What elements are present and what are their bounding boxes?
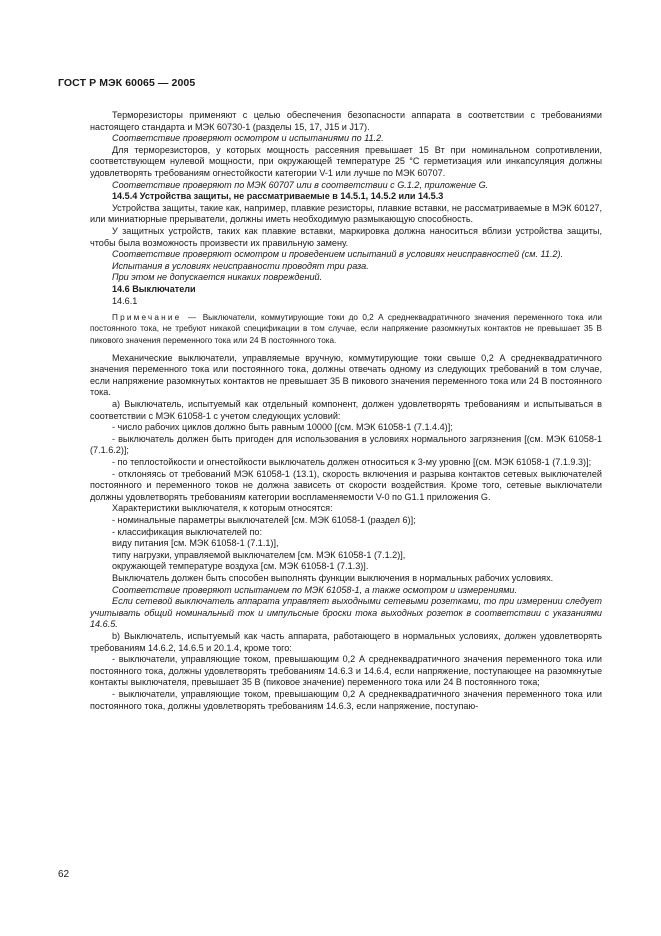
paragraph: Устройства защиты, такие как, например, плавкие резисторы, плавкие вставки, не рассматриваемые в МЭК 60127, или миниатюрные прерыватели, должны иметь необходимую размыкающую способность. (90, 202, 602, 225)
paragraph: У защитных устройств, таких как плавкие вставки, маркировка должна наноситься вблизи устройства защиты, чтобы была возможность произвести их правильную замену. (90, 225, 602, 248)
note-text: Выключатели, коммутирующие токи до 0,2 А среднеквадратичного значения переменного тока или постоянного тока, не требуют никакой спецификации в том случае, если напряжение разомкнутых контактов не превышает 35 В пикового значения переменного тока или 24 В постоянного тока. (90, 313, 602, 345)
compliance-paragraph: Испытания в условиях неисправности проводят три раза. (112, 260, 369, 271)
sub-list-item: окружающей температуре воздуха [см. МЭК 61058-1 (7.1.3)]. (112, 561, 369, 572)
subsection-number: 14.6.1 (112, 295, 138, 306)
list-item: - выключатели, управляющие током, превышающим 0,2 А среднеквадратичного значения переменного тока или постоянного тока, должны удовлетворять требованиям 14.6.3 и 14.6.4, если напряжение, поступающее на разомкнутые контакты выключателя, превышает 35 В (пиковое значение) переменного тока или 24 В постоянного тока; (90, 654, 602, 688)
list-item: - по теплостойкости и огнестойкости выключатель должен относиться к 3-му уровню [(см. МЭК 61058-1 (7.1.9.3)]; (112, 457, 592, 468)
paragraph: Терморезисторы применяют с целью обеспечения безопасности аппарата в соответствии с требованиями настоящего стандарта и МЭК 60730-1 (разделы 15, 17, J15 и J17). (90, 110, 602, 132)
section-heading: 14.5.4 Устройства защиты, не рассматриваемые в 14.5.1, 14.5.2 или 14.5.3 (112, 191, 444, 202)
section-heading: 14.6 Выключатели (112, 283, 196, 294)
compliance-paragraph: При этом не допускается никаких повреждений. (112, 272, 323, 283)
compliance-paragraph: Соответствие проверяют испытанием по МЭК 61058-1, а также осмотром и измерениями. (112, 584, 518, 595)
list-item: - классификация выключателей по: (112, 526, 262, 537)
paragraph: Характеристики выключателя, к которым относятся: (112, 503, 333, 514)
paragraph: Механические выключатели, управляемые вручную, коммутирующие токи свыше 0,2 А среднеквадратичного значения переменного тока или постоянного тока, должны отвечать одному из следующих требований в том случае, если напряжение разомкнутых контактов не превышает 35 В пикового значения переменного тока или 24 В постоянного тока. (90, 352, 602, 398)
sub-list-item: виду питания [см. МЭК 61058-1 (7.1.1)], (112, 538, 279, 549)
list-item: - число рабочих циклов должно быть равным 10000 [(см. МЭК 61058-1 (7.1.4.4)]; (112, 422, 453, 433)
page-header: ГОСТ Р МЭК 60065 — 2005 (58, 77, 196, 89)
paragraph: b) Выключатель, испытуемый как часть аппарата, работающего в нормальных условиях, должен удовлетворять требованиям 14.6.2, 14.6.5 и 20.1.4, кроме того: (90, 630, 602, 653)
note-paragraph (90, 312, 602, 346)
compliance-paragraph: Соответствие проверяют осмотром и проведением испытаний в условиях неисправностей (см. 11.2). (112, 249, 564, 260)
list-item: - выключатели, управляющие током, превышающим 0,2 А среднеквадратичного значения переменного тока или постоянного тока, должны удовлетворять требованиям 14.6.3, если напряжение, поступаю- (90, 688, 602, 711)
paragraph: Для терморезисторов, у которых мощность рассеяния превышает 15 Вт при номинальном сопротивлении, соответствующем нулевой мощности, при окружающей температуре 25 °С герметизация или инкапсуляция должны удовлетворять требованиям огнестойкости категории V-1 или лучше по МЭК 60707. (90, 144, 602, 178)
list-item: - выключатель должен быть пригоден для использования в условиях нормального загрязнения [(см. МЭК 61058-1 (7.1.6.2)]; (90, 433, 602, 456)
compliance-paragraph: Соответствие проверяют по МЭК 60707 или в соответствии с G.1.2, приложение G. (112, 179, 489, 190)
sub-list-item: типу нагрузки, управляемой выключателем [см. МЭК 61058-1 (7.1.2)], (112, 549, 406, 560)
paragraph: Выключатель должен быть способен выполнять функции выключения в нормальных рабочих условиях. (112, 572, 554, 583)
compliance-paragraph: Если сетевой выключатель аппарата управляет выходными сетевыми розетками, то при измерении следует учитывать общий номинальный ток и импульсные броски тока выходных розеток в соответствии с указаниями 14.6.5. (90, 596, 602, 630)
list-item: - отклоняясь от требований МЭК 61058-1 (13.1), скорость включения и разрыва контактов сетевых выключателей постоянного и переменного токов не должна зависеть от скорости воздействия. Кроме того, сетевые выключатели должны удовлетворять требованиям категории воспламеняемости V-0 по G1.1 приложения G. (90, 468, 602, 502)
list-item: - номинальные параметры выключателей [см. МЭК 61058-1 (раздел 6)]; (112, 515, 416, 526)
paragraph: а) Выключатель, испытуемый как отдельный компонент, должен удовлетворять требованиям и испытываться в соответствии с МЭК 61058-1 с учетом следующих условий: (90, 399, 602, 421)
note-label: Примечание — (112, 313, 199, 323)
page-number: 62 (58, 869, 70, 880)
document-body (90, 110, 602, 712)
compliance-paragraph: Соответствие проверяют осмотром и испытаниями по 11.2. (112, 133, 384, 144)
